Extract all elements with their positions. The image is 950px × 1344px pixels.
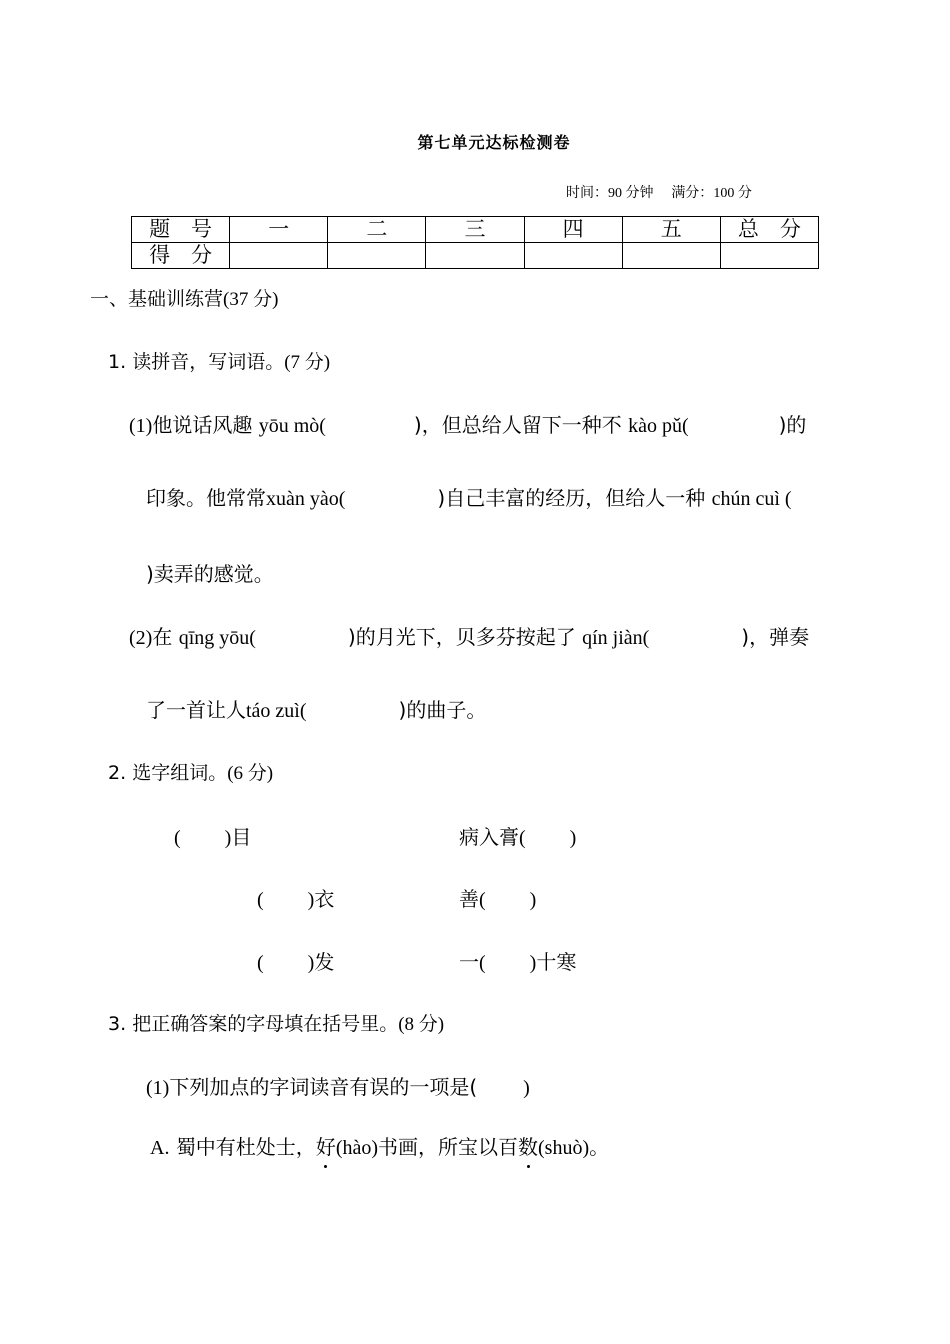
header-cell-2: 二 — [328, 217, 426, 243]
question-2-title — [108, 758, 273, 785]
q1-line-2 — [146, 482, 792, 511]
exam-meta — [566, 182, 752, 202]
dotted-char: 好 — [316, 1131, 336, 1160]
time-value: 90 分钟 — [608, 186, 654, 201]
idiom-item-1 — [174, 821, 251, 850]
bracket-close: ) — [224, 827, 232, 849]
header-cell-5: 五 — [622, 217, 720, 243]
question-2-number: 2. — [108, 762, 127, 784]
idiom-part: 善 — [459, 887, 479, 911]
pinyin-prompt: yōu mò( — [258, 415, 326, 437]
score-cell[interactable] — [622, 243, 720, 269]
question-2-points: (6 分) — [227, 763, 274, 784]
pinyin-prompt: xuàn yào( — [266, 488, 346, 510]
q1-text: )的 — [778, 413, 807, 437]
section-1-points: (37 分) — [223, 289, 279, 310]
q1-text: )的月光下，贝多芬按起了 — [347, 625, 576, 649]
q3-option-a — [150, 1131, 609, 1160]
score-table-header-row — [132, 217, 819, 243]
option-text: 。 — [589, 1135, 610, 1159]
bracket-open: ( — [257, 952, 264, 974]
pinyin-prompt: kào pǔ( — [628, 415, 689, 437]
q1-line-4 — [129, 621, 809, 650]
score-cell[interactable] — [720, 243, 818, 269]
q1-line-1 — [129, 409, 806, 438]
bracket-open: ( — [519, 827, 526, 849]
q1-text: )，但总给人留下一种不 — [413, 413, 622, 437]
option-text: 蜀中有杜处士， — [175, 1135, 316, 1159]
q1-line-3 — [146, 558, 274, 587]
q3-sub-1-text: 下列加点的字词读音有误的一项是( — [169, 1075, 478, 1099]
option-label: A. — [150, 1137, 170, 1159]
question-3-number: 3. — [108, 1013, 127, 1035]
section-1-title — [90, 284, 278, 311]
dotted-char: 数 — [518, 1131, 538, 1160]
bracket-close: ) — [523, 1077, 530, 1099]
q3-sub-1 — [146, 1071, 530, 1100]
score-cell[interactable] — [328, 243, 426, 269]
q3-sub-1-number: (1) — [146, 1077, 170, 1099]
q1-sub-1-number: (1) — [129, 415, 153, 437]
idiom-part: 发 — [314, 950, 335, 974]
full-score-label: 满分： — [671, 185, 714, 201]
score-row-label: 得 分 — [132, 243, 230, 269]
idiom-item-5 — [257, 946, 334, 975]
score-table-score-row — [132, 243, 819, 269]
question-1-points: (7 分) — [284, 352, 331, 373]
q1-text: 印象。他常常 — [146, 486, 266, 510]
pinyin-prompt: qīng yōu( — [178, 627, 256, 649]
bracket-close: ) — [307, 952, 315, 974]
q1-sub-2-number: (2) — [129, 627, 153, 649]
time-label: 时间： — [566, 185, 608, 201]
question-1-text: 读拼音，写词语。 — [132, 351, 285, 373]
q1-text: )的曲子。 — [398, 698, 487, 722]
header-cell-3: 三 — [426, 217, 524, 243]
score-cell[interactable] — [524, 243, 622, 269]
score-cell[interactable] — [230, 243, 328, 269]
pinyin-prompt: qín jiàn( — [582, 627, 650, 649]
q1-text: 了一首让人 — [146, 698, 246, 722]
idiom-item-2 — [459, 821, 576, 850]
q1-text: 在 — [152, 625, 173, 649]
question-2-text: 选字组词。 — [132, 762, 228, 784]
section-1-label: 一、基础训练营 — [90, 288, 224, 310]
header-cell-question-no: 题 号 — [132, 217, 230, 243]
question-3-text: 把正确答案的字母填在括号里。 — [132, 1013, 399, 1035]
bracket-close: ) — [307, 889, 315, 911]
header-cell-4: 四 — [524, 217, 622, 243]
q1-text: )卖弄的感觉。 — [146, 562, 274, 586]
idiom-part: 一 — [459, 950, 479, 974]
option-text: 书画，所宝以百 — [378, 1135, 519, 1159]
idiom-item-4 — [459, 883, 536, 912]
idiom-part: 十寒 — [536, 950, 577, 974]
idiom-part: 衣 — [314, 887, 335, 911]
score-cell[interactable] — [426, 243, 524, 269]
idiom-item-3 — [257, 883, 334, 912]
header-cell-1: 一 — [230, 217, 328, 243]
bracket-close: ) — [569, 827, 577, 849]
q1-text: )，弹奏 — [741, 625, 810, 649]
pinyin-prompt: táo zuì( — [246, 700, 307, 722]
pinyin-prompt: chún cuì ( — [711, 488, 792, 510]
bracket-open: ( — [174, 827, 181, 849]
bracket-open: ( — [257, 889, 264, 911]
bracket-open: ( — [479, 952, 486, 974]
idiom-item-6 — [459, 946, 576, 975]
header-cell-total: 总 分 — [720, 217, 818, 243]
pinyin-annotation: (hào) — [335, 1137, 379, 1159]
full-score-value: 100 分 — [713, 186, 752, 201]
pinyin-annotation: (shuò) — [538, 1137, 590, 1159]
idiom-part: 病入膏 — [459, 825, 519, 849]
score-table — [131, 216, 819, 269]
bracket-close: ) — [529, 889, 537, 911]
question-3-title — [108, 1009, 444, 1036]
question-3-points: (8 分) — [398, 1014, 445, 1035]
question-1-title — [108, 347, 330, 374]
page-title: 第七单元达标检测卷 — [417, 133, 571, 152]
bracket-close: ) — [529, 952, 537, 974]
question-1-number: 1. — [108, 351, 127, 373]
idiom-part: 目 — [231, 825, 252, 849]
q1-text: )自己丰富的经历，但给人一种 — [437, 486, 706, 510]
q1-text: 他说话风趣 — [152, 413, 253, 437]
q1-line-5 — [146, 694, 486, 723]
bracket-open: ( — [479, 889, 486, 911]
